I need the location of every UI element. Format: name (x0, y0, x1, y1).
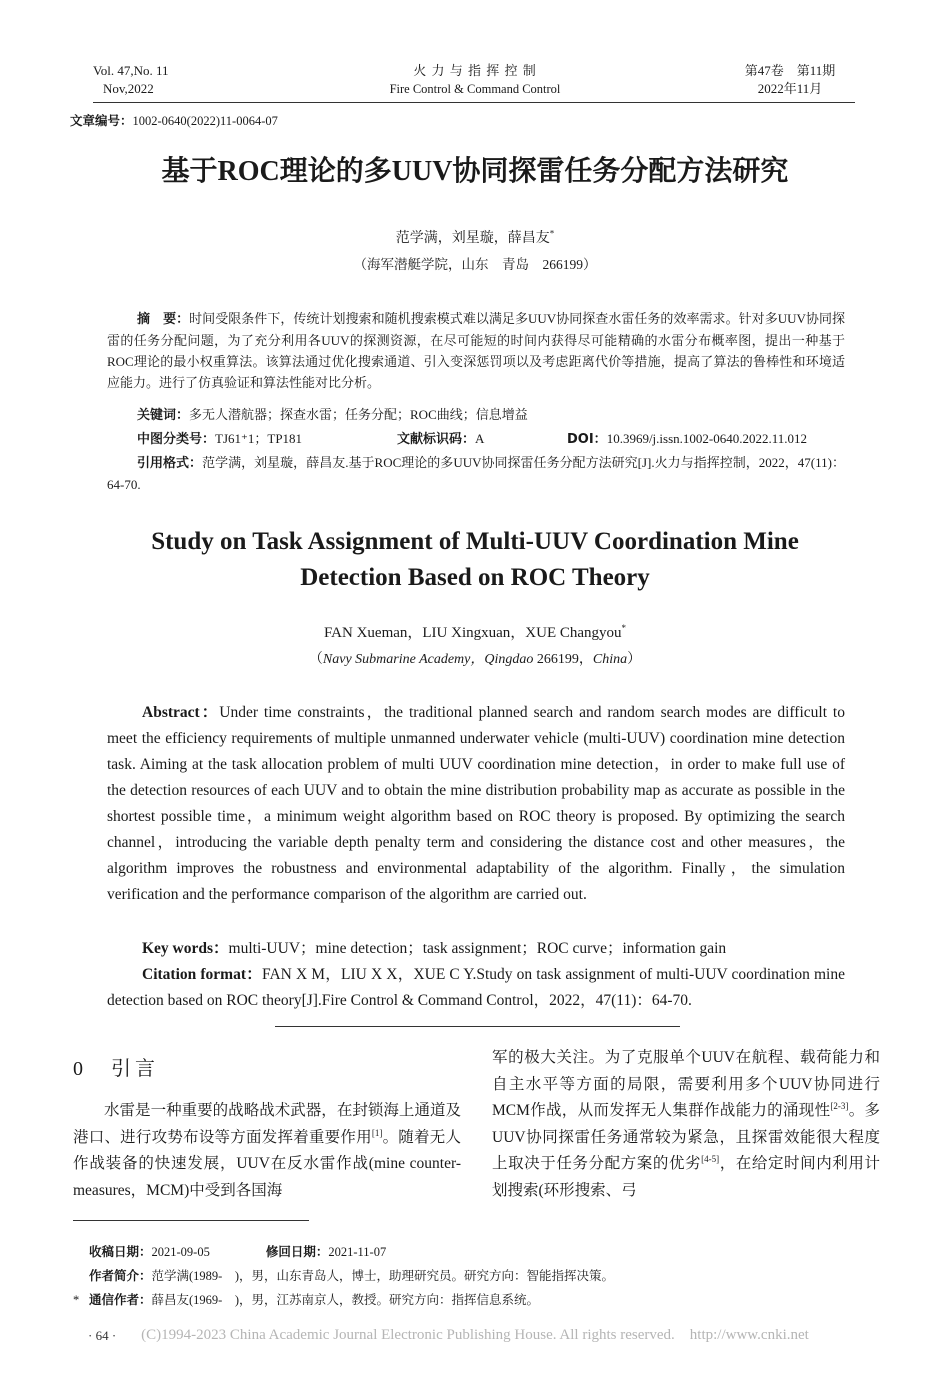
citation-ref: [1] (371, 1127, 383, 1138)
affiliation-en-close: ） (627, 652, 642, 667)
journal-name-zh: 火 力 与 指 挥 控 制 (413, 63, 537, 78)
title-en-line-1: Study on Task Assignment of Multi-UUV Coordination Mine (151, 528, 799, 555)
section-title: 引言 (111, 1058, 159, 1080)
cnki-watermark: (C)1994-2023 China Academic Journal Electronic Publishing House. All rights reserved. http://www.cnki.net (141, 1327, 809, 1343)
received-label: 收稿日期： (89, 1244, 152, 1259)
document-code-value: A (475, 431, 485, 446)
affiliation-en (0, 650, 950, 670)
corresponding-mark: * (549, 228, 555, 239)
footnote-author (73, 1264, 873, 1288)
header-journal (325, 62, 625, 98)
document-code (397, 428, 484, 450)
authors-zh (0, 229, 950, 249)
abstract-zh-text: 时间受限条件下，传统计划搜索和随机搜索模式难以满足多UUV协同探查水雷任务的效率需求。针对多UUV协同探雷的任务分配问题，为了充分利用各UUV的探测资源，在尽可能短的时间内获得尽可能精确的水雷分布概率图，提出一种基于ROC理论的最小权重算法。该算法通过优化搜索通道、引入变深惩罚项以及考虑距离代价等措施，提高了算法的鲁棒性和环境适应能力。进行了仿真验证和算法性能对比分析。 (107, 311, 845, 390)
article-number (70, 112, 278, 130)
authors-en (0, 623, 950, 643)
affiliation-en-country: China (592, 652, 628, 667)
affiliation-en-postcode: 266199， (533, 652, 593, 667)
keywords-en-label: Key words： (142, 940, 229, 957)
keywords-en (142, 936, 845, 962)
citation-ref: [4-5] (701, 1153, 720, 1164)
revised-date: 2021-11-07 (328, 1245, 387, 1259)
body-left-text-1: 水雷是一种重要的战略战术武器，在封锁海上通道及港口、进行攻势布设等方面发挥着重要作用 (73, 1102, 461, 1146)
citation-en (107, 962, 845, 1014)
keywords-zh-label: 关键词： (137, 408, 190, 423)
affiliation-en-open: （ (308, 652, 323, 667)
keywords-zh (137, 404, 845, 426)
body-left-column (73, 1098, 461, 1204)
title-en-line-2: Detection Based on ROC Theory (300, 564, 650, 591)
date-en: Nov,2022 (103, 81, 154, 96)
body-right-text-2: 。多UUV协同探雷任务通常较为紧急，且探雷效能很大程度上取决于任务分配方案的优劣 (492, 1102, 880, 1172)
corresponding-star: * (73, 1293, 80, 1307)
section-heading (73, 1055, 159, 1083)
abstract-divider (275, 1026, 680, 1027)
section-number: 0 (73, 1058, 83, 1080)
article-number-value: 1002-0640(2022)11-0064-07 (132, 114, 278, 128)
clc-value: TJ61⁺1；TP181 (215, 431, 303, 446)
clc-label: 中图分类号： (137, 432, 216, 447)
author-bio: 范学满(1989- )，男，山东青岛人，博士，助理研究员。研究方向：智能指挥决策。 (151, 1269, 615, 1283)
page-number: · 64 · (88, 1328, 117, 1343)
footnote-dates (73, 1240, 873, 1264)
body-left-text-2: 。随着无人作战装备的快速发展，UUV在反水雷作战(mine counter-measures，MCM)中受到各国海 (73, 1128, 461, 1199)
abstract-zh-label: 摘 要： (137, 312, 190, 327)
affiliation-en-academy: Navy Submarine Academy，Qingdao (322, 652, 534, 667)
citation-zh (107, 452, 845, 495)
doi-label: DOI： (567, 432, 607, 447)
header-rule (93, 102, 855, 103)
citation-zh-label: 引用格式： (137, 456, 203, 471)
footnote-corresponding (73, 1288, 873, 1312)
received-date: 2021-09-05 (151, 1245, 210, 1259)
authors-en-names: FAN Xueman，LIU Xingxuan，XUE Changyou (323, 625, 622, 641)
corresponding-mark-en: * (621, 623, 627, 633)
body-right-text-3: ，在给定时间内利用计划搜索(环形搜索、弓 (492, 1155, 880, 1199)
title-zh: 基于ROC理论的多UUV协同探雷任务分配方法研究 (161, 156, 789, 187)
clc (137, 428, 302, 450)
keywords-en-text: multi-UUV；mine detection；task assignment；ROC curve；information gain (228, 940, 727, 957)
footnote-rule (73, 1220, 309, 1221)
affiliation-zh: （海军潜艇学院，山东 青岛 266199） (353, 257, 597, 272)
abstract-en-label: Abstract： (142, 704, 220, 721)
corresponding-author: 薛昌友(1969- )，男，江苏南京人，教授。研究方向：指挥信息系统。 (151, 1293, 540, 1307)
doi (567, 428, 807, 450)
document-code-label: 文献标识码： (397, 432, 476, 447)
abstract-zh (107, 308, 845, 393)
header-volume-en (93, 62, 203, 98)
citation-zh-text: 范学满，刘星璇，薛昌友.基于ROC理论的多UUV协同探雷任务分配方法研究[J].火力与指挥控制，2022，47(11)：64-70. (107, 455, 845, 492)
volume-issue-zh: 第47卷 第11期 (744, 63, 836, 78)
title-en (0, 524, 950, 596)
author-bio-label: 作者简介： (89, 1268, 152, 1283)
date-zh: 2022年11月 (757, 81, 823, 96)
body-right-text-1: 军的极大关注。为了克服单个UUV在航程、载荷能力和自主水平等方面的局限，需要利用多个UUV协同进行MCM作战，从而发挥无人集群作战能力的涌现性 (492, 1049, 880, 1119)
body-right-column (492, 1045, 880, 1204)
revised-label: 修回日期： (265, 1244, 329, 1259)
volume-issue-en: Vol. 47,No. 11 (93, 63, 169, 78)
citation-en-text: FAN X M，LIU X X，XUE C Y.Study on task assignment of multi-UUV coordination mine detection based on ROC theory[J].Fire Control & Command Control，2022，47(11)：64-70. (107, 966, 845, 1009)
keywords-zh-text: 多无人潜航器；探查水雷；任务分配；ROC曲线；信息增益 (189, 407, 528, 422)
citation-ref: [2-3] (830, 1100, 849, 1111)
abstract-en (107, 700, 845, 908)
abstract-en-text: Under time constraints，the traditional planned search and random search modes are difficult to meet the efficiency requirements of multiple unmanned underwater vehicle (multi-UUV) coordination mine detection task. Aiming at the task allocation problem of multi UUV coordination mine detection，in order to make full use of the detection resources of each UUV and to obtain the mine distribution probability map as accurate as possible in the shortest possible time，a minimum weight algorithm based on ROC theory is proposed. By optimizing the search channel，introducing the variable depth penalty term and considering the distance cost and other measures，the algorithm improves the robustness and environmental adaptability of the algorithm. Finally，the simulation verification and the performance comparison of the algorithm are carried out. (107, 704, 845, 903)
corresponding-label: 通信作者： (89, 1292, 152, 1307)
citation-en-label: Citation format： (142, 966, 262, 983)
journal-name-en: Fire Control & Command Control (389, 82, 561, 96)
article-number-label: 文章编号： (70, 113, 133, 128)
authors-zh-names: 范学满，刘星璇，薛昌友 (395, 231, 550, 246)
header-volume-zh (725, 62, 855, 98)
doi-value: 10.3969/j.issn.1002-0640.2022.11.012 (606, 431, 807, 446)
footnotes (73, 1240, 873, 1312)
